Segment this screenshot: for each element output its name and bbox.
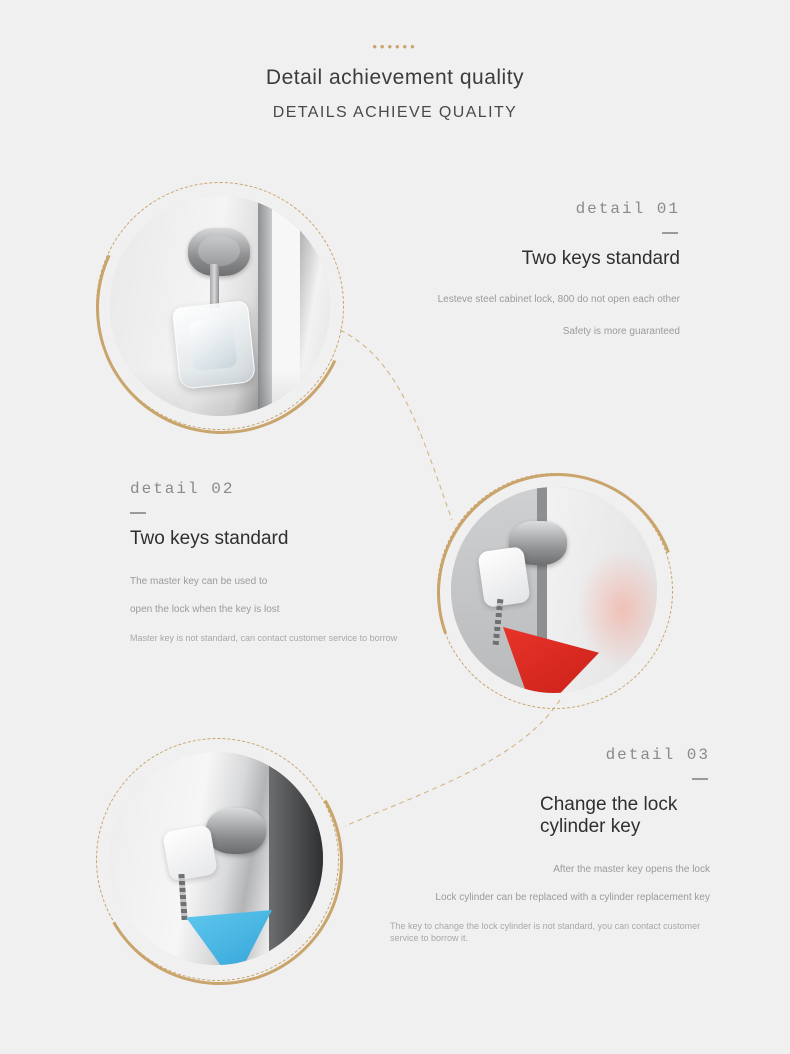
page-subtitle: DETAILS ACHIEVE QUALITY (272, 104, 518, 121)
detail-text-01-line-2: Safety is more guaranteed (562, 326, 680, 337)
detail-image-01 (110, 196, 330, 416)
detail-label-01: detail 01 (575, 200, 680, 218)
detail-block-03 (380, 746, 710, 944)
detail-headline-01: Two keys standard (521, 248, 680, 269)
detail-headline-02: Two keys standard (130, 528, 289, 549)
detail-block-01 (380, 200, 680, 340)
detail-text-03-line-1: After the master key opens the lock (553, 864, 710, 875)
detail-text-01-line-1: Lesteve steel cabinet lock, 800 do not open each other (437, 294, 680, 305)
detail-text-03-line-2: Lock cylinder can be replaced with a cylinder replacement key (435, 892, 710, 903)
detail-image-03 (110, 752, 323, 965)
detail-label-03: detail 03 (605, 746, 710, 764)
detail-image-02 (451, 487, 657, 693)
detail-text-02-line-3: Master key is not standard, can contact customer service to borrow (130, 633, 398, 643)
decorative-dots: •••••• (372, 39, 418, 54)
page-title: Detail achievement quality (265, 66, 525, 89)
divider-02 (130, 512, 146, 514)
detail-text-03-line-3: The key to change the lock cylinder is not standard, you can contact customer service to borrow it. (390, 921, 701, 943)
detail-text-02-line-2: open the lock when the key is lost (130, 604, 280, 615)
detail-block-02 (130, 480, 430, 644)
detail-headline-03: Change the lock cylinder key (540, 794, 678, 837)
divider-03 (692, 778, 708, 780)
page-header (0, 40, 790, 122)
detail-label-02: detail 02 (130, 480, 235, 498)
divider-01 (662, 232, 678, 234)
detail-text-02-line-1: The master key can be used to (130, 576, 268, 587)
